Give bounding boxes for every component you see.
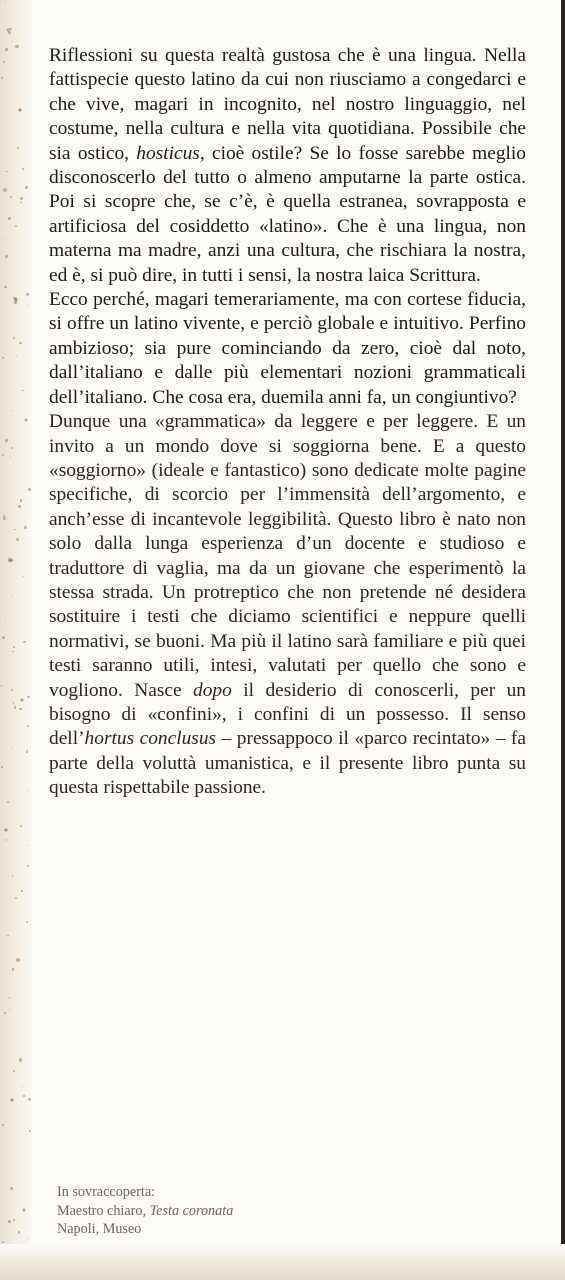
caption-line-1: In sovraccoperta: — [57, 1184, 156, 1200]
paper-speck — [27, 845, 28, 846]
paper-speck — [15, 897, 17, 899]
paper-speck — [6, 839, 8, 841]
paper-speck — [27, 725, 29, 727]
paper-speck — [3, 61, 5, 63]
paper-speck — [13, 1070, 15, 1072]
paper-speck — [2, 636, 4, 638]
caption-line-2: Maestro chiaro, Testa coronata — [57, 1202, 234, 1219]
paragraph-1: Riflessioni su questa realtà gustosa che è una lingua. Nella fattispecie questo latino da cui non riusciamo a congedarci e che vive, magari in incognito, nel nostro linguaggio, nel costume, nella cultura e nella vita quotidiana. Possibile che sia ostico, hosticus, cioè ostile? Se lo fosse sarebbe meglio disconoscerlo del tutto o almeno amputarne la parte ostica. Poi si scopre che, se c’è, è quella estranea, sovrapposta e artificiosa del cosiddetto «latino». Che è una lingua, non materna ma madre, anzi una cultura, che rischiara la nostra, ed è, si può dire, in tutti i sensi, la nostra laica Scrittura. — [49, 45, 526, 286]
paper-speck — [8, 217, 10, 219]
paper-speck — [19, 1058, 22, 1061]
paper-speck — [8, 31, 11, 34]
paper-edge-right — [561, 0, 565, 1280]
paper-speck — [14, 529, 15, 530]
paragraph-2: Ecco perché, magari temerariamente, ma con cortese fiducia, si offre un latino vivente, e perciò globale e intuitivo. Perfino ambizioso; sia pure cominciando da zero, cioè dal noto, dall’italiano e dalle più elementari nozioni grammaticali dell’italiano. Che cosa era, duemila anni fa, un congiuntivo? — [49, 289, 526, 408]
paper-speck — [5, 619, 6, 620]
paper-speck — [5, 48, 8, 51]
paper-speck — [2, 1241, 4, 1243]
paper-speck — [9, 997, 11, 999]
italic-hosticus: hosticus — [136, 142, 200, 164]
paper-speck — [2, 1124, 4, 1126]
paper-speck — [3, 517, 6, 520]
paper-speck — [11, 447, 14, 450]
paper-speck — [2, 238, 3, 239]
paper-speck — [12, 651, 14, 653]
paper-speck — [18, 505, 21, 508]
paper-speck — [20, 825, 22, 827]
blurb-text — [49, 44, 526, 801]
paper-speck — [7, 801, 9, 803]
paper-speck — [28, 1238, 29, 1239]
paper-speck — [19, 342, 22, 345]
paper-speck — [1, 77, 3, 79]
caption-artwork-title: Testa coronata — [149, 1202, 234, 1219]
paper-speck — [2, 454, 4, 456]
paper-speck — [18, 1231, 21, 1234]
italic-hortus-conclusus: hortus conclusus — [84, 728, 217, 750]
paper-speck — [4, 1012, 6, 1014]
paragraph-3: Dunque una «grammatica» da leggere e per leggere. E un invito a un mondo dove si soggiorna bene. E a questo «soggiorno» (ideale e fantastico) sono dedicate molte pagine specifiche, di scorcio per l’immensità dell’argomento, e anch’esse di incantevole leggibilità. Questo libro è nato non solo dalla lunga esperienza d’un docente e studioso e traduttore di vaglia, ma da un giovane che esperimentò la stessa strada. Un protreptico che non pretende né desidera sostituire i testi che diciamo scientifici e neppure quelli normativi, se buoni. Ma più il latino sarà familiare e più quei testi saranno utili, intesi, valutati per quello che sono e vogliono. Nasce dopo il desiderio di conoscerli, per un bisogno di «confini», i confini di un possesso. Il senso dell’hortus conclusus – pressappoco il «parco recintato» – fa parte della voluttà umanistica, e il presente libro punta su questa rispettabile passione. — [49, 411, 527, 799]
paper-speck — [5, 1, 6, 2]
caption-line-3: Napoli, Museo — [57, 1221, 142, 1237]
paper-speck — [20, 202, 22, 204]
paper-speck — [13, 297, 16, 300]
paper-speck — [13, 1219, 14, 1220]
paper-speck — [6, 171, 7, 172]
paper-speck — [9, 28, 11, 30]
paper-speck — [16, 356, 17, 357]
paper-speck — [8, 1220, 11, 1223]
paper-speck — [27, 696, 30, 699]
paper-speck — [28, 488, 31, 491]
paper-speck — [23, 576, 24, 577]
paper-speck — [28, 305, 29, 306]
paper-speck — [27, 865, 29, 867]
paper-speck — [26, 293, 28, 295]
paper-edge-left — [0, 0, 34, 1280]
paper-speck — [26, 750, 28, 752]
paper-speck — [13, 337, 15, 339]
paper-speck — [22, 390, 24, 392]
paper-speck — [24, 526, 27, 529]
paper-speck — [9, 1009, 11, 1011]
paper-speck — [15, 225, 17, 227]
paper-speck — [14, 706, 17, 709]
paper-speck — [11, 596, 12, 597]
paper-speck — [10, 196, 12, 198]
paper-speck — [29, 1130, 31, 1132]
paper-speck — [12, 968, 14, 970]
paper-speck — [12, 41, 13, 42]
paper-speck — [22, 168, 24, 170]
paper-speck — [11, 689, 13, 691]
paper-speck — [16, 538, 19, 541]
paper-speck — [15, 45, 18, 48]
paper-speck — [28, 1098, 31, 1101]
paper-speck — [13, 646, 15, 648]
paper-speck — [13, 702, 14, 703]
paper-speck — [1, 766, 3, 768]
paper-speck — [28, 790, 29, 791]
paper-speck — [5, 255, 7, 257]
paper-speck — [17, 147, 19, 149]
paper-speck — [20, 197, 23, 200]
paper-speck — [7, 935, 9, 937]
paper-speck — [23, 641, 26, 644]
paper-speck — [2, 357, 4, 359]
paper-speck — [5, 439, 8, 442]
paper-speck — [23, 1095, 25, 1097]
paper-speck — [11, 747, 12, 748]
paper-speck — [25, 186, 28, 189]
paper-speck — [19, 708, 22, 711]
paper-speck — [26, 921, 28, 923]
paper-speck — [21, 890, 22, 891]
paper-speck — [26, 752, 27, 753]
paper-speck — [1, 685, 2, 686]
paper-speck — [14, 301, 17, 304]
paper-speck — [10, 1187, 13, 1190]
paper-speck — [4, 286, 6, 288]
paper-speck — [10, 456, 11, 457]
italic-dopo: dopo — [193, 679, 232, 701]
paper-edge-bottom — [0, 1244, 565, 1280]
paper-speck — [22, 1086, 23, 1087]
cover-caption — [57, 1183, 357, 1239]
paper-speck — [11, 410, 13, 412]
paper-speck — [20, 499, 22, 501]
paper-speck — [12, 875, 13, 876]
paper-speck — [10, 559, 13, 562]
